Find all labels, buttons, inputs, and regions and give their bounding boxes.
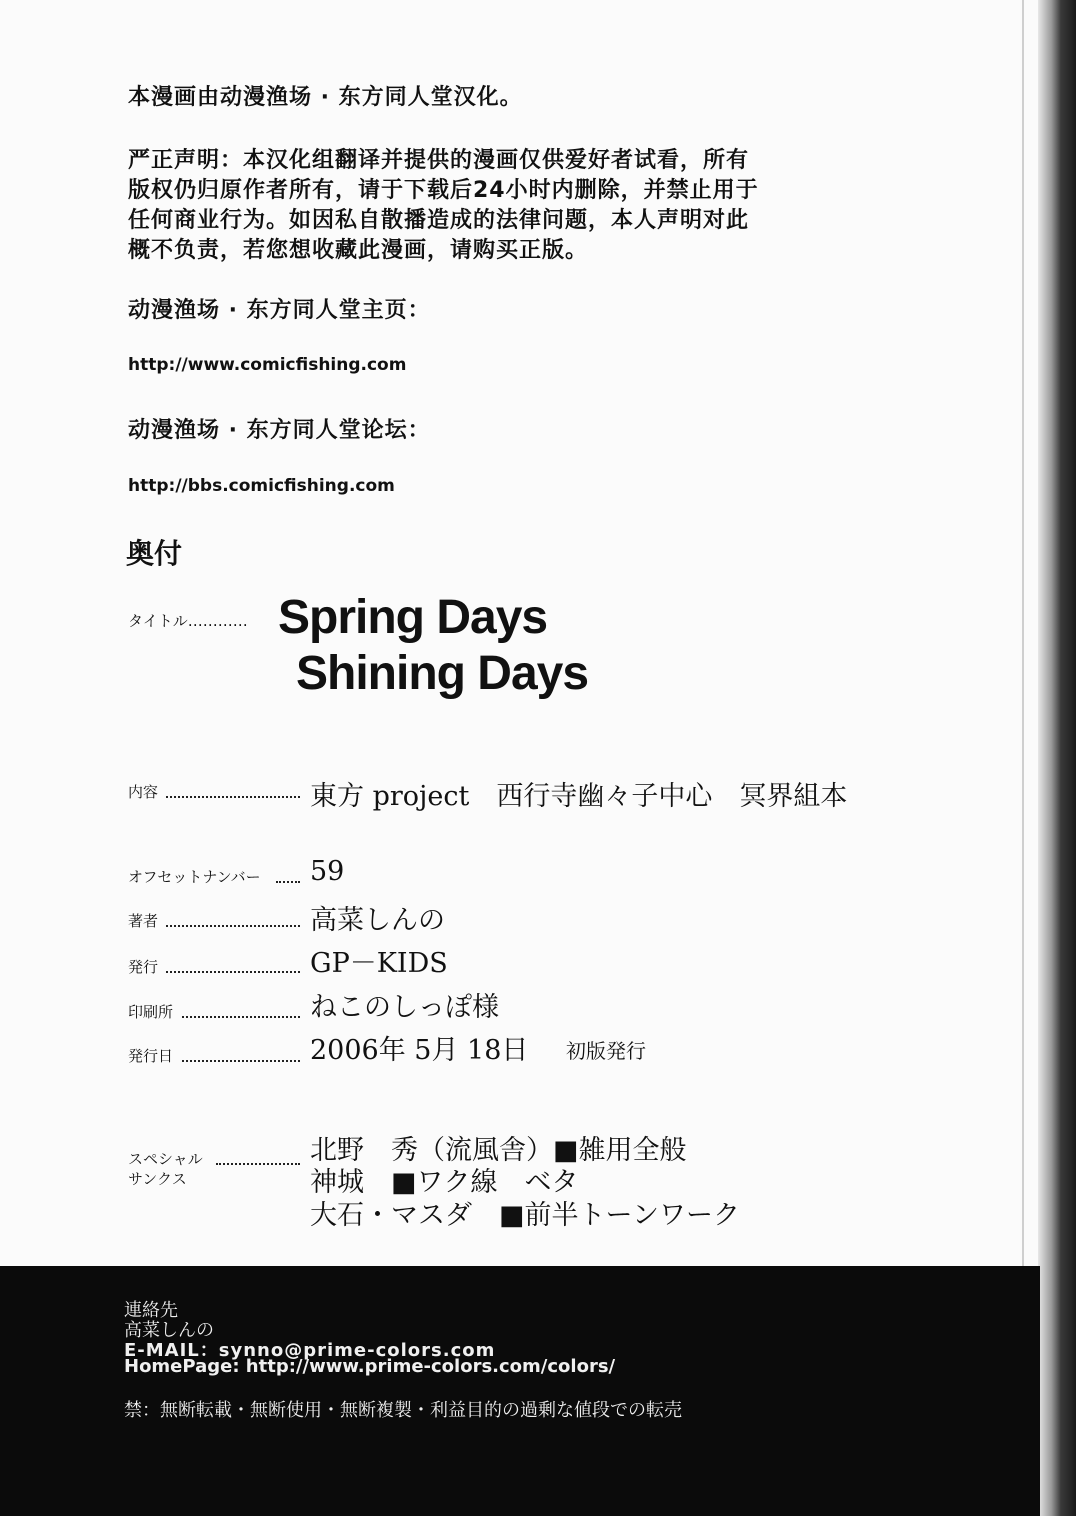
homepage-label: 动漫渔场 · 东方同人堂主页： <box>128 298 431 323</box>
publisher-label: 発行 <box>128 958 159 976</box>
thanks-line-3: 大石・マスダ ■前半トーンワーク <box>310 1200 740 1231</box>
edition-note: 初版発行 <box>566 1039 646 1063</box>
contact-name: 高菜しんの <box>124 1320 214 1341</box>
forum-label: 动漫渔场 · 东方同人堂论坛： <box>128 418 431 443</box>
printer-dots <box>182 1016 300 1018</box>
forum-url: http://bbs.comicfishing.com <box>128 476 395 496</box>
content-value: 東方 project 西行寺幽々子中心 冥界組本 <box>310 781 848 812</box>
disclaimer-line-4: 概不负责，若您想收藏此漫画，请购买正版。 <box>128 238 589 263</box>
disclaimer-line-2: 版权仍归原作者所有，请于下载后24小时内删除，并禁止用于 <box>128 178 759 203</box>
thanks-line-2: 神城 ■ワク線 ベタ <box>310 1167 579 1198</box>
author-label: 著者 <box>128 912 159 930</box>
thanks-dots <box>216 1163 300 1165</box>
printer-label: 印刷所 <box>128 1003 174 1021</box>
title-label: タイトル………… <box>128 612 248 630</box>
contact-label: 連絡先 <box>124 1300 178 1321</box>
title-line-2: Shining Days <box>296 647 589 700</box>
date-value: 2006年 5月 18日 <box>310 1035 529 1066</box>
prohibition-notice: 禁：無断転載・無断使用・無断複製・利益目的の過剰な値段での転売 <box>124 1400 682 1421</box>
contact-email: E-MAIL：synno@prime-colors.com <box>124 1340 496 1361</box>
disclaimer-line-1: 严正声明：本汉化组翻译并提供的漫画仅供爱好者试看，所有 <box>128 148 750 173</box>
content-label: 内容 <box>128 783 159 801</box>
homepage-url: http://www.comicfishing.com <box>128 355 407 375</box>
printer-value: ねこのしっぽ様 <box>310 992 499 1023</box>
publisher-dots <box>166 971 300 973</box>
thanks-line-1: 北野 秀（流風舎）■雑用全般 <box>310 1135 687 1166</box>
disclaimer-line-3: 任何商业行为。如因私自散播造成的法律问题，本人声明对此 <box>128 208 750 233</box>
book-spine-shadow <box>1038 0 1076 1516</box>
colophon-heading: 奥付 <box>126 537 183 570</box>
author-value: 高菜しんの <box>310 905 445 936</box>
offset-value: 59 <box>310 856 345 887</box>
date-label: 発行日 <box>128 1047 174 1065</box>
content-dots <box>166 796 300 798</box>
title-line-1: Spring Days <box>278 591 548 644</box>
date-dots <box>182 1060 300 1062</box>
offset-dots <box>276 881 300 883</box>
offset-label: オフセットナンバー <box>128 868 261 886</box>
author-dots <box>166 925 300 927</box>
thanks-label-1: スペシャル <box>128 1150 203 1168</box>
thanks-label-2: サンクス <box>128 1170 187 1188</box>
contact-homepage: HomePage: http://www.prime-colors.com/colors/ <box>124 1356 616 1377</box>
contact-footer <box>0 1266 1040 1516</box>
publisher-value: GP－KIDS <box>310 948 448 979</box>
scanlation-credit: 本漫画由动漫渔场 · 东方同人堂汉化。 <box>128 85 523 110</box>
